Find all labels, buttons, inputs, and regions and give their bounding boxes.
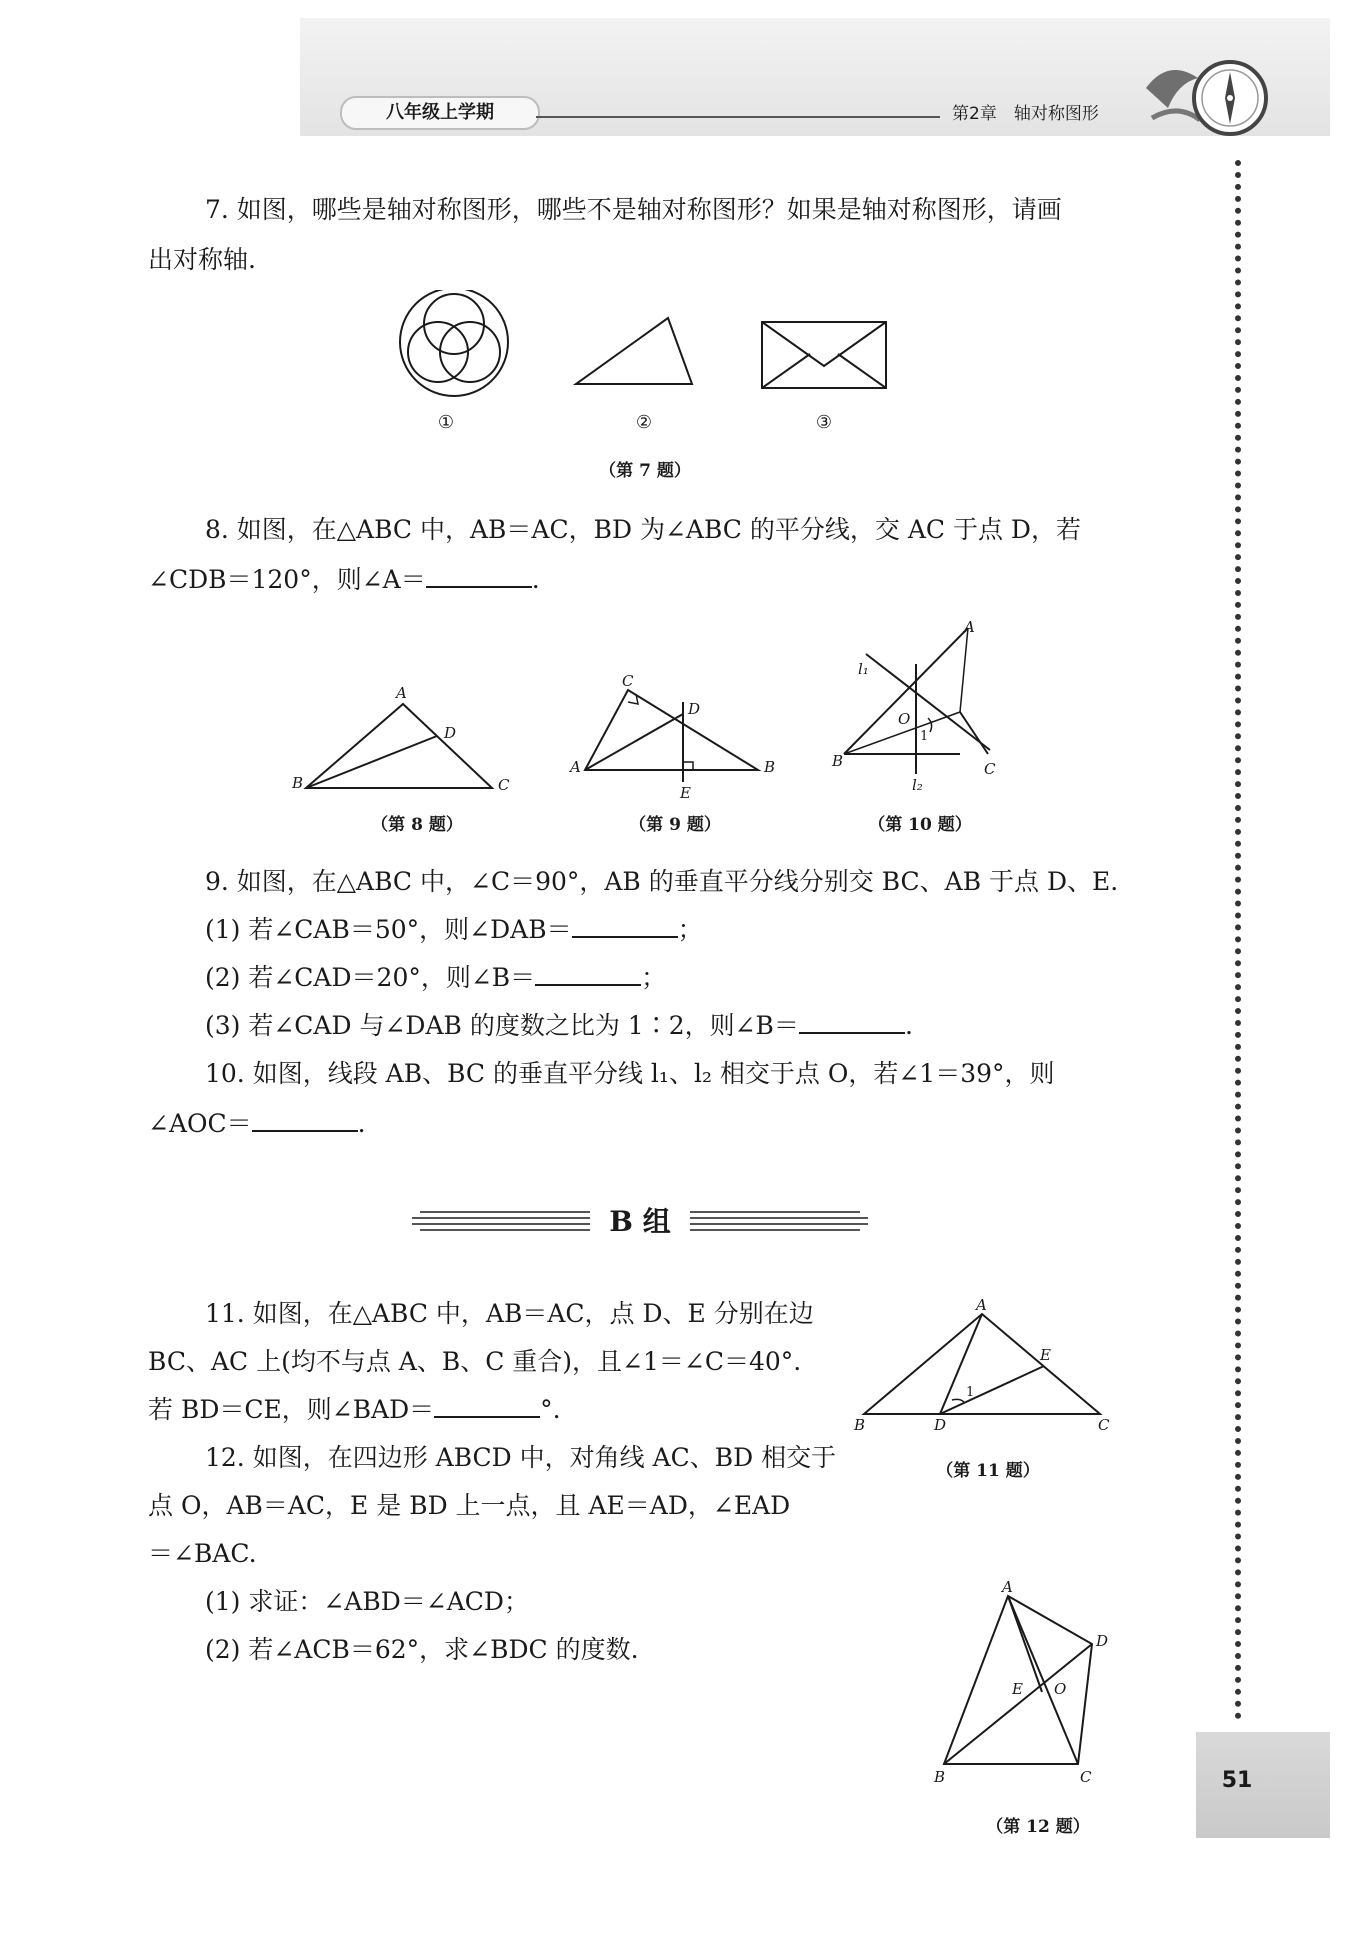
q7-figures — [390, 290, 890, 400]
fig8-label-C: C — [498, 776, 510, 794]
fig7-1-circle-trefoil — [400, 290, 508, 396]
fig7-label-3: ③ — [815, 412, 833, 433]
q8-line1: 8. 如图，在△ABC 中，AB＝AC，BD 为∠ABC 的平分线，交 AC 于点 D，若 — [205, 515, 1081, 544]
q12-part2: (2) 若∠ACB＝62°，求∠BDC 的度数. — [205, 1635, 639, 1664]
q9-part2-end: ； — [641, 963, 667, 992]
q9-part3-text: (3) 若∠CAD 与∠DAB 的度数之比为 1∶2，则∠B＝ — [205, 1011, 799, 1040]
fig9-label-A: A — [570, 758, 581, 776]
q10-answer-blank[interactable] — [252, 1100, 358, 1132]
q9-stem: 9. 如图，在△ABC 中，∠C＝90°，AB 的垂直平分线分别交 BC、AB 于点 D、E. — [205, 867, 1119, 896]
fig8-label-D: D — [444, 724, 457, 742]
fig11-diagram — [848, 1296, 1118, 1434]
fig11-label-A: A — [976, 1296, 987, 1314]
q8-line2 — [148, 556, 540, 604]
fig12-label-O: O — [1054, 1680, 1067, 1698]
page-number: 51 — [1221, 1768, 1253, 1793]
q9-part2 — [205, 954, 666, 1002]
q9-part1-end: ； — [677, 915, 703, 944]
fig9-label-B: B — [764, 758, 776, 776]
q12-part1: (1) 求证：∠ABD＝∠ACD； — [205, 1587, 529, 1616]
fig8-caption: （第 8 题） — [371, 815, 463, 835]
fig10-caption: （第 10 题） — [868, 815, 972, 835]
fig11-label-C: C — [1098, 1416, 1110, 1434]
fig10-label-A: A — [964, 618, 975, 636]
fig12-label-A: A — [1002, 1580, 1013, 1596]
chapter-label: 第2章 轴对称图形 — [952, 104, 1099, 124]
q9-part1-text: (1) 若∠CAB＝50°，则∠DAB＝ — [205, 915, 572, 944]
header-rule — [536, 116, 940, 118]
q12-line3: ＝∠BAC. — [148, 1539, 257, 1568]
fig7-label-1: ① — [437, 412, 455, 433]
group-heading: B 组 — [609, 1205, 671, 1238]
fig11-label-E: E — [1040, 1346, 1051, 1364]
fig10-label-O: O — [898, 710, 911, 728]
q9-part1-blank[interactable] — [572, 906, 678, 938]
fig12-label-D: D — [1096, 1632, 1109, 1650]
q9-part2-blank[interactable] — [535, 954, 641, 986]
q11-line3-end: °. — [540, 1395, 561, 1424]
fig7-3-envelope — [762, 322, 886, 388]
q9-part3-blank[interactable] — [799, 1002, 905, 1034]
fig10-label-1: 1 — [920, 729, 929, 744]
q11-line1: 11. 如图，在△ABC 中，AB＝AC，点 D、E 分别在边 — [205, 1299, 814, 1328]
fig7-caption: （第 7 题） — [599, 461, 691, 481]
fig10-label-B: B — [832, 752, 844, 770]
q9-part2-text: (2) 若∠CAD＝20°，则∠B＝ — [205, 963, 536, 992]
fig12-label-E: E — [1012, 1680, 1023, 1698]
q10-line2 — [148, 1100, 366, 1148]
q9-part1 — [205, 906, 703, 954]
q10-line2-end: . — [357, 1109, 366, 1138]
q11-answer-blank[interactable] — [434, 1386, 540, 1418]
q8-line2-text: ∠CDB＝120°，则∠A＝ — [148, 565, 426, 594]
fig8-label-B: B — [292, 774, 304, 792]
q9-part3-end: . — [904, 1011, 913, 1040]
grade-label: 八年级上学期 — [340, 96, 540, 130]
q8-line2-end: . — [531, 565, 540, 594]
q12-line2: 点 O，AB＝AC，E 是 BD 上一点，且 AE＝AD，∠EAD — [148, 1491, 791, 1520]
q12-line1: 12. 如图，在四边形 ABCD 中，对角线 AC、BD 相交于 — [205, 1443, 837, 1472]
fig9-label-C: C — [622, 672, 634, 690]
fig12-label-C: C — [1080, 1768, 1092, 1786]
fig10-label-l1: l₁ — [858, 660, 869, 678]
q10-line2-text: ∠AOC＝ — [148, 1109, 252, 1138]
fig9-caption: （第 9 题） — [629, 815, 721, 835]
fig11-label-B: B — [854, 1416, 866, 1434]
fig10-diagram — [844, 628, 990, 774]
fig9-diagram — [585, 690, 758, 782]
q7-line1: 7. 如图，哪些是轴对称图形，哪些不是轴对称图形？如果是轴对称图形，请画 — [205, 195, 1062, 224]
fig9-label-D: D — [688, 700, 701, 718]
fig9-label-E: E — [680, 784, 691, 802]
fig8-label-A: A — [396, 684, 407, 702]
q7-line2: 出对称轴. — [148, 245, 256, 274]
fig11-label-D: D — [934, 1416, 947, 1434]
q8-answer-blank[interactable] — [426, 556, 532, 588]
fig7-label-2: ② — [635, 412, 653, 433]
fig8-diagram — [306, 704, 492, 788]
fig12-caption: （第 12 题） — [986, 1817, 1090, 1837]
fig7-2-triangle — [576, 318, 692, 384]
q9-part3 — [205, 1002, 913, 1050]
margin-dotted-line — [1235, 160, 1241, 1720]
fig12-label-B: B — [934, 1768, 946, 1786]
fig12-diagram — [930, 1580, 1120, 1790]
q11-line2: BC、AC 上(均不与点 A、B、C 重合)，且∠1＝∠C＝40°. — [148, 1347, 802, 1376]
q11-line3-text: 若 BD＝CE，则∠BAD＝ — [148, 1395, 435, 1424]
fig10-label-l2: l₂ — [912, 776, 923, 794]
fig11-caption: （第 11 题） — [936, 1461, 1040, 1481]
q11-line3 — [148, 1386, 561, 1434]
fig10-label-C: C — [984, 760, 996, 778]
q10-line1: 10. 如图，线段 AB、BC 的垂直平分线 l₁、l₂ 相交于点 O，若∠1＝39°，则 — [205, 1059, 1055, 1088]
figs-8-9-10 — [280, 612, 1020, 802]
fig11-label-1: 1 — [966, 1385, 975, 1400]
compass-logo-icon — [1138, 48, 1268, 144]
